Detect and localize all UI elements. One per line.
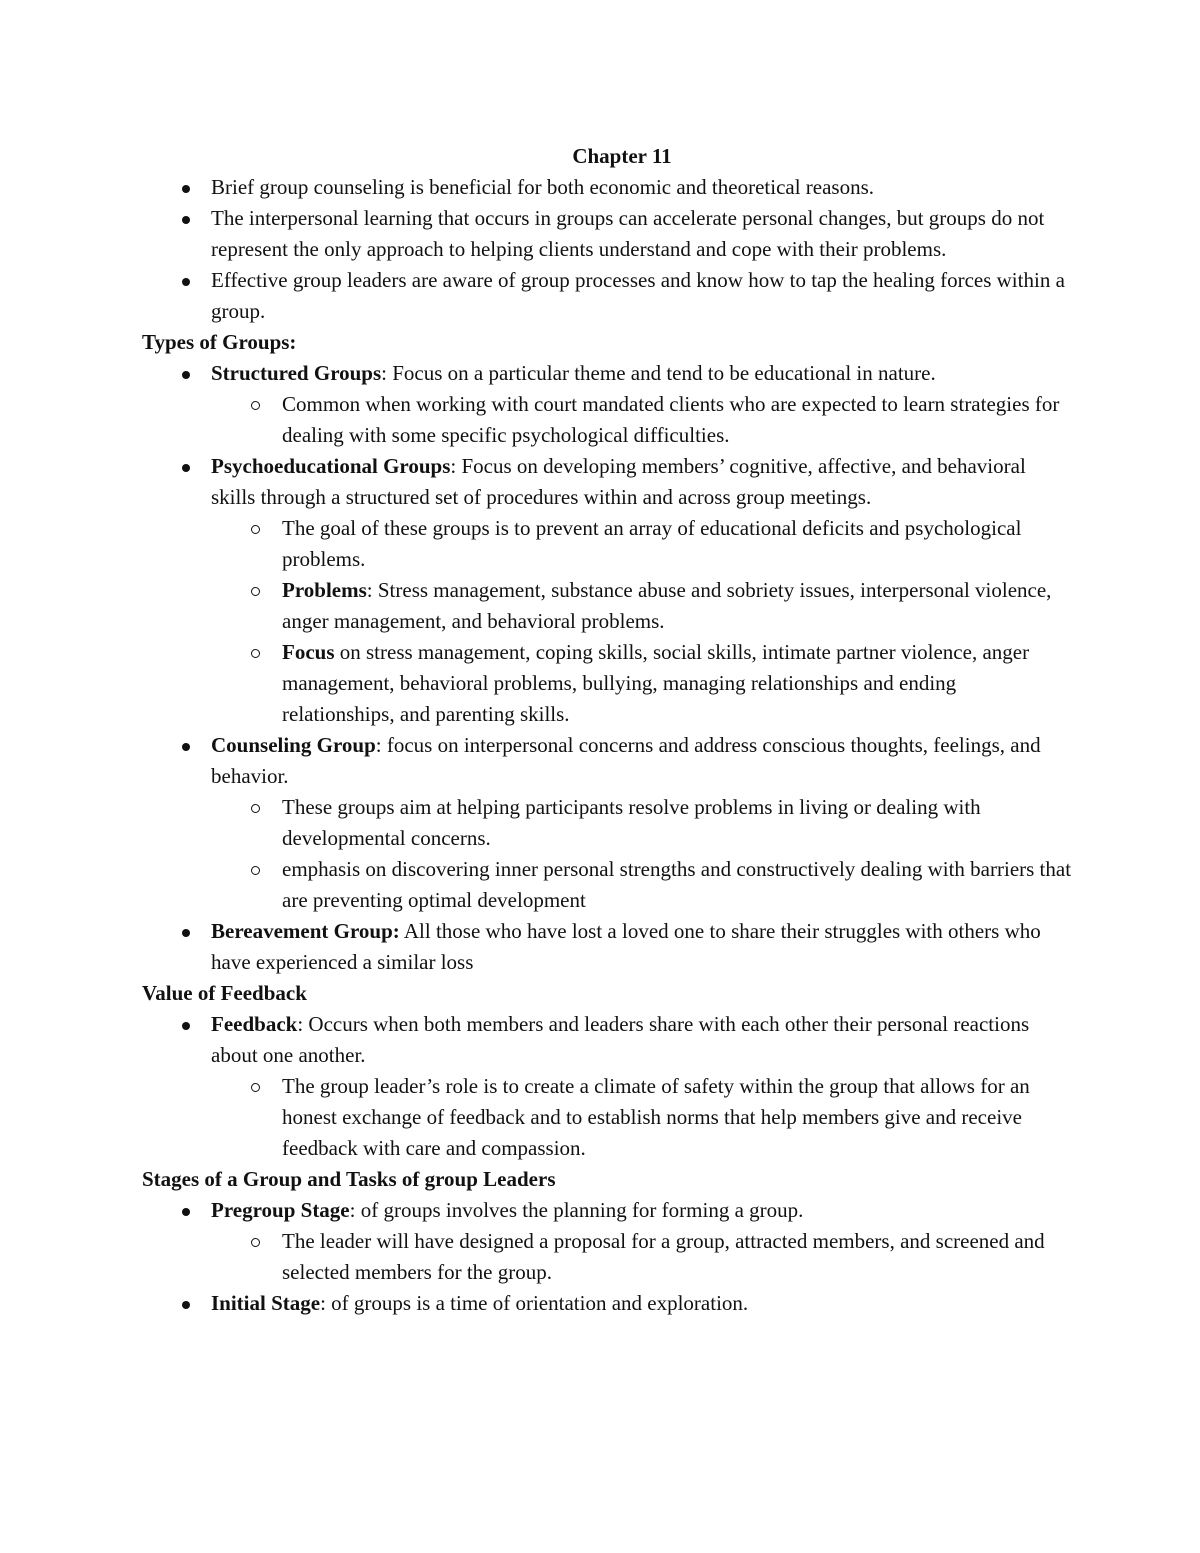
intro-bullet: Brief group counseling is beneficial for both economic and theoretical reasons.: [142, 172, 1072, 203]
sub-item: Common when working with court mandated clients who are expected to learn strategies for dealing with some specific psychological difficulties.: [142, 389, 1072, 451]
sub-item-focus: [142, 637, 1072, 730]
term-bereavement: Bereavement Group:: [211, 919, 400, 943]
term-problems: Problems: [282, 578, 367, 602]
term-structured: Structured Groups: [211, 361, 382, 385]
term-counseling: Counseling Group: [211, 733, 376, 757]
sub-item: The group leader’s role is to create a climate of safety within the group that allows for an honest exchange of feedback and to establish norms that help members give and receive feedback with care and compassion.: [142, 1071, 1072, 1164]
definition-counseling: : focus on interpersonal concerns and address conscious thoughts, feelings, and behavior.: [211, 733, 1041, 788]
definition-psychoeducational: : Focus on developing members’ cognitive, affective, and behavioral skills through a structured set of procedures within and across group meetings.: [211, 454, 1026, 509]
section-heading-feedback: Value of Feedback: [142, 981, 307, 1005]
sublist-counseling: [211, 792, 1072, 916]
feedback-list: [142, 1009, 1072, 1164]
definition-pregroup: : of groups involves the planning for forming a group.: [349, 1198, 804, 1222]
intro-list: [142, 172, 1072, 327]
definition-feedback: : Occurs when both members and leaders share with each other their personal reactions about one another.: [211, 1012, 1030, 1067]
list-item-bereavement: [142, 916, 1072, 978]
sublist-psychoeducational: [211, 513, 1072, 730]
list-item-feedback: [142, 1009, 1072, 1164]
sub-item-goal: The goal of these groups is to prevent an array of educational deficits and psychological problems.: [142, 513, 1072, 575]
stages-list: [142, 1195, 1072, 1319]
list-item-psychoeducational: [142, 451, 1072, 730]
term-focus: Focus: [282, 640, 335, 664]
text-problems: : Stress management, substance abuse and sobriety issues, interpersonal violence, anger management, and behavioral problems.: [282, 578, 1052, 633]
sub-item: The leader will have designed a proposal for a group, attracted members, and screened and selected members for the group.: [142, 1226, 1072, 1288]
sublist-pregroup: [211, 1226, 1072, 1288]
intro-bullet: The interpersonal learning that occurs in groups can accelerate personal changes, but groups do not represent the only approach to helping clients understand and cope with their problems.: [142, 203, 1072, 265]
term-pregroup: Pregroup Stage: [211, 1198, 350, 1222]
term-feedback: Feedback: [211, 1012, 298, 1036]
definition-bereavement: All those who have lost a loved one to share their struggles with others who have experienced a similar loss: [211, 919, 1041, 974]
page-title: Chapter 11: [572, 144, 672, 168]
definition-initial: : of groups is a time of orientation and exploration.: [320, 1291, 749, 1315]
list-item-initial: [142, 1288, 1072, 1319]
sub-item: These groups aim at helping participants resolve problems in living or dealing with developmental concerns.: [142, 792, 1072, 854]
sub-item: emphasis on discovering inner personal strengths and constructively dealing with barriers that are preventing optimal development: [142, 854, 1072, 916]
document-content: [142, 141, 1072, 1319]
intro-bullet: Effective group leaders are aware of group processes and know how to tap the healing forces within a group.: [142, 265, 1072, 327]
sublist-structured: [211, 389, 1072, 451]
definition-structured: : Focus on a particular theme and tend to be educational in nature.: [381, 361, 936, 385]
types-list: [142, 358, 1072, 978]
list-item-counseling: [142, 730, 1072, 916]
text-focus: on stress management, coping skills, social skills, intimate partner violence, anger management, behavioral problems, bullying, managing relationships and ending relationships, and parenting skills.: [282, 640, 1030, 726]
term-psychoeducational: Psychoeducational Groups: [211, 454, 451, 478]
section-heading-stages: Stages of a Group and Tasks of group Leaders: [142, 1167, 556, 1191]
section-heading-types: Types of Groups:: [142, 330, 297, 354]
list-item-structured: [142, 358, 1072, 451]
sub-item-problems: [142, 575, 1072, 637]
sublist-feedback: [211, 1071, 1072, 1164]
list-item-pregroup: [142, 1195, 1072, 1288]
term-initial: Initial Stage: [211, 1291, 321, 1315]
